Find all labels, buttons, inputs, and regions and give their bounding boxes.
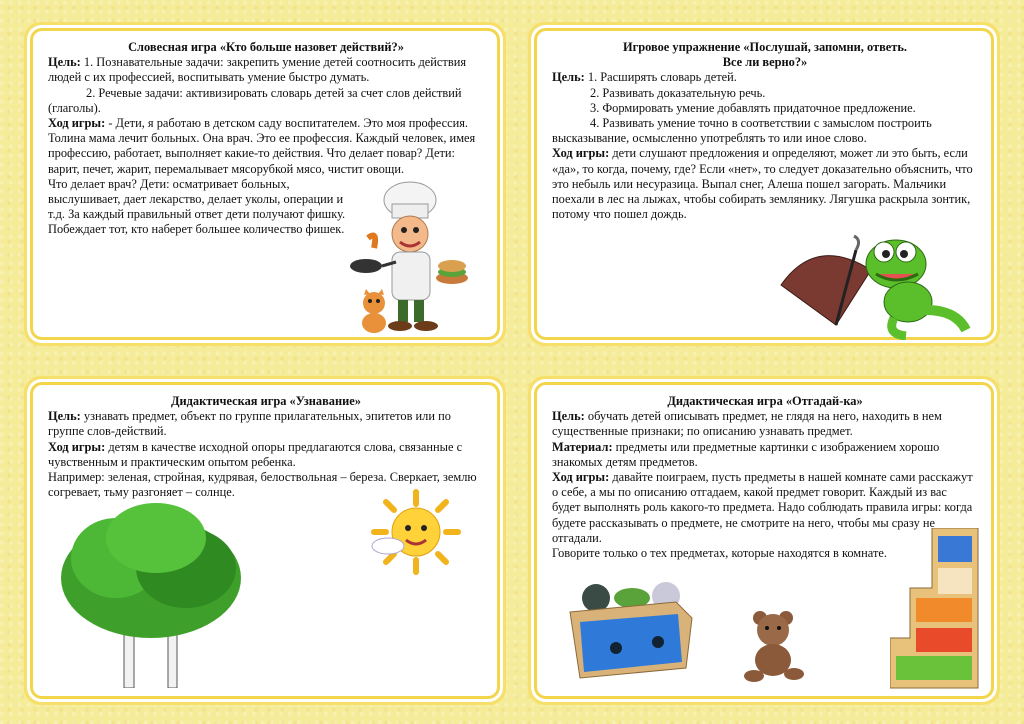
game-label: Ход игры: [48, 116, 106, 131]
game-text-2: Например: зеленая, стройная, кудрявая, белоствольная – береза. Сверкает, землю согревает, тьму разгоняет – солнце. [48, 470, 477, 500]
card-title: Дидактическая игра «Отгадай-ка» [667, 394, 863, 408]
game-text: - Дети, я работаю в детском саду воспитателем. Это моя профессия. Толина мама лечит больных. Она врач. Это ее профессия. Каждый человек, имея профессию, работает, выполняет какие-то действия. Что делает повар? Дети: варит, печет, жарит, перемалывает мясорубкой мясо, чистит овощи. [48, 116, 476, 176]
card-listen-game [540, 34, 988, 334]
shelf-icon [890, 528, 980, 693]
game-text-2: Говорите только о тех предметах, которые находятся в комнате. [552, 546, 887, 561]
goal-text-1: 1. Расширять словарь детей. [584, 70, 737, 85]
frog-icon [846, 230, 976, 340]
card-title: Дидактическая игра «Узнавание» [171, 394, 361, 408]
goal-text: узнавать предмет, объект по группе прилагательных, эпитетов или по группе слов-действий. [48, 409, 451, 439]
game-text: дети слушают предложения и определяют, может ли это быть, если «да», то когда, почему, где? Если «нет», то следует доказательно объяснить, что это небыль или несуразица. Выпал снег, Алеша пошел загорать. Мальчики поехали в лес на лыжах, чтобы собирать землянику. Лягушка раскрыла зонтик, потому что пошел дождь. [552, 146, 973, 222]
goal-label: Цель: [552, 70, 585, 85]
toy-box-icon [566, 578, 696, 688]
goal-text: 1. Познавательные задачи: закрепить умение детей соотносить действия людей с их профессией, воспитывать умение быстро думать. [48, 55, 467, 85]
cat-icon [354, 289, 394, 334]
card-recognition-game [36, 388, 494, 693]
card-title-line2: Все ли верно?» [722, 55, 808, 70]
game-label: Ход игры: [48, 439, 106, 454]
game-label: Ход игры: [552, 146, 610, 161]
goal-text-2: 2. Речевые задачи: активизировать словарь детей за счет слов действий (глаголы). [48, 85, 462, 115]
game-label: Ход игры: [552, 470, 610, 485]
game-text: детям в качестве исходной опоры предлагаются слова, связанные с чувственным и практическим опытом ребенка. [48, 439, 463, 469]
birch-tree-icon [56, 498, 246, 688]
game-text: давайте поиграем, пусть предметы в нашей комнате сами расскажут о себе, а мы по описанию отгадаем, какой предмет говорит. Каждый из вас будет выполнять роль какого-то предмета. Надо соблюдать правила игры: когда будете рассказывать о предмете, не смотрите на него, чтобы мы сразу не отгадали. [552, 470, 973, 545]
material-text: предметы или предметные картинки с изображением хорошо знакомых детям предметов. [552, 439, 940, 469]
goal-label: Цель: [48, 55, 81, 70]
card-word-game [36, 34, 494, 334]
goal-text-4: 4. Развивать умение точно в соответствии с замыслом построить высказывание, осмысленно употреблять то или иное слово. [552, 116, 932, 146]
goal-text: обучать детей описывать предмет, не глядя на него, находить в нем существенные признаки; по описанию узнавать предмет. [552, 409, 942, 439]
sun-icon [368, 488, 464, 576]
goal-text-2: 2. Развивать доказательную речь. [590, 85, 766, 100]
teddy-bear-icon [740, 608, 810, 683]
goal-label: Цель: [552, 409, 585, 424]
goal-label: Цель: [48, 409, 81, 424]
card-guess-game [540, 388, 988, 693]
card-title: Словесная игра «Кто больше назовет действий?» [128, 40, 404, 54]
goal-text-3: 3. Формировать умение добавлять придаточное предложение. [590, 100, 916, 115]
material-label: Материал: [552, 439, 613, 454]
game-text-2: Что делает врач? Дети: осматривает больных, выслушивает, дает лекарство, делает уколы, операции и т.д. За каждый правильный ответ дети получают фишку. Побеждает тот, кто наберет большее количество фишек. [48, 176, 346, 237]
card-title-line1: Игровое упражнение «Послушай, запомни, ответь. [622, 40, 908, 54]
